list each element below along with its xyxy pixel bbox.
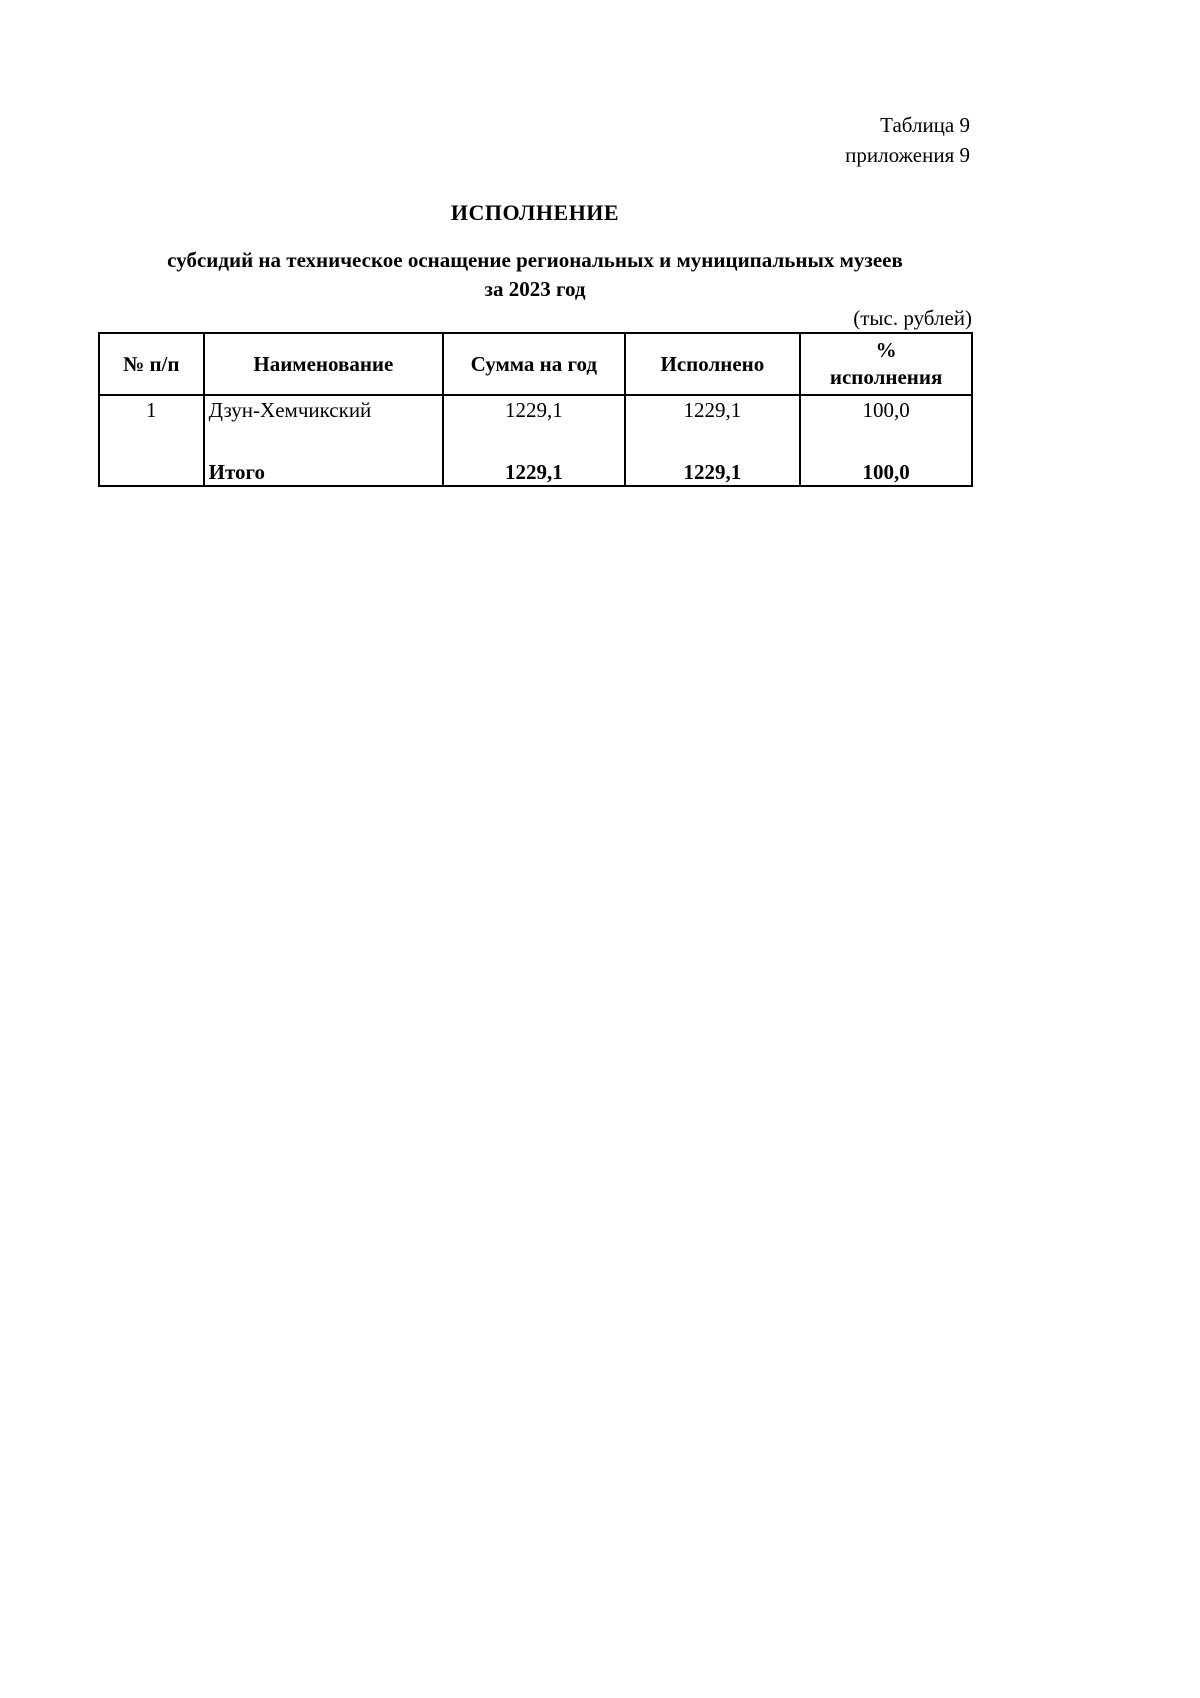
table-row [99,395,972,460]
header-pct-symbol: % [875,338,897,362]
execution-table [98,332,973,487]
header-done: Исполнено [625,333,801,395]
header-sum: Сумма на год [443,333,624,395]
row-name: Дзун-Хемчикский [204,395,444,460]
subtitle-line-1: субсидий на техническое оснащение региональных и муниципальных музеев [167,248,903,272]
row-num: 1 [99,395,204,460]
subtitle-line-2: за 2023 год [484,277,586,301]
header-num: № п/п [99,333,204,395]
total-sum: 1229,1 [443,460,624,486]
table-header-row [99,333,972,395]
document-title: ИСПОЛНЕНИЕ [450,200,620,225]
table-number-label: Таблица 9 [880,113,970,137]
row-sum: 1229,1 [443,395,624,460]
total-pct: 100,0 [800,460,972,486]
document-header-reference [845,110,970,170]
header-pct-word: исполнения [829,365,943,389]
header-name: Наименование [204,333,444,395]
row-done: 1229,1 [625,395,801,460]
row-pct: 100,0 [800,395,972,460]
units-label: (тыс. рублей) [853,306,972,330]
document-subtitle [100,246,970,304]
header-pct [800,333,972,395]
total-done: 1229,1 [625,460,801,486]
table-total-row [99,460,972,486]
total-label: Итого [204,460,444,486]
total-num-empty [99,460,204,486]
appendix-number-label: приложения 9 [845,143,970,167]
